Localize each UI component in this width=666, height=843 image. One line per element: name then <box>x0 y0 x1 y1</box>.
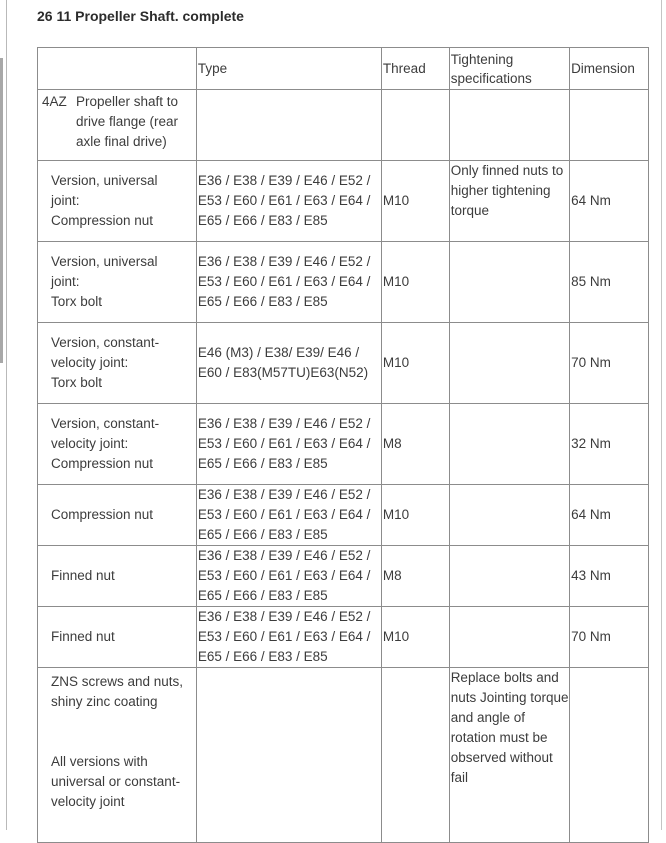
thread-cell: M10 <box>381 607 449 668</box>
torque-spec-table <box>37 47 649 843</box>
table-row <box>38 668 649 843</box>
dimension-cell: 64 Nm <box>570 485 649 546</box>
table-row <box>38 546 649 607</box>
table-row <box>38 485 649 546</box>
tightening-cell <box>449 546 569 607</box>
tightening-cell <box>449 404 569 485</box>
dimension-cell <box>570 668 649 843</box>
type-cell <box>196 668 381 843</box>
dimension-cell: 85 Nm <box>570 242 649 323</box>
table-row <box>38 242 649 323</box>
thread-cell: M8 <box>381 404 449 485</box>
type-cell: E36 / E38 / E39 / E46 / E52 / E53 / E60 / E61 / E63 / E64 / E65 / E66 / E83 / E85 <box>196 607 381 668</box>
thread-cell: M10 <box>381 323 449 404</box>
section-description: Propeller shaft to drive flange (rear axle final drive) <box>76 94 179 149</box>
part-cell: Version, universal joint: Compression nut <box>38 161 197 242</box>
thread-cell: M10 <box>381 242 449 323</box>
right-border-rule <box>661 0 662 830</box>
part-note-b: All versions with universal or constant-velocity joint <box>51 754 181 809</box>
tightening-cell <box>449 485 569 546</box>
type-cell: E36 / E38 / E39 / E46 / E52 / E53 / E60 / E61 / E63 / E64 / E65 / E66 / E83 / E85 <box>196 485 381 546</box>
table-row <box>38 607 649 668</box>
header-part <box>38 48 197 90</box>
part-cell: Version, universal joint: Torx bolt <box>38 242 197 323</box>
part-cell: Compression nut <box>38 485 197 546</box>
type-cell: E36 / E38 / E39 / E46 / E52 / E53 / E60 / E61 / E63 / E64 / E65 / E66 / E83 / E85 <box>196 161 381 242</box>
table-row <box>38 323 649 404</box>
thread-cell: M10 <box>381 485 449 546</box>
dimension-cell: 43 Nm <box>570 546 649 607</box>
header-thread: Thread <box>381 48 449 90</box>
tightening-cell <box>449 242 569 323</box>
type-cell: E36 / E38 / E39 / E46 / E52 / E53 / E60 / E61 / E63 / E64 / E65 / E66 / E83 / E85 <box>196 404 381 485</box>
tightening-cell <box>449 607 569 668</box>
part-note-a: ZNS screws and nuts, shiny zinc coating <box>51 674 184 709</box>
thread-cell: M10 <box>381 161 449 242</box>
scrollbar-thumb[interactable] <box>0 58 3 363</box>
section-cell <box>38 90 197 161</box>
header-type: Type <box>196 48 381 90</box>
thread-cell: M8 <box>381 546 449 607</box>
header-tightening: Tightening specifications <box>449 48 569 90</box>
part-cell: Finned nut <box>38 546 197 607</box>
part-cell <box>38 668 197 843</box>
table-row <box>38 161 649 242</box>
part-cell: Finned nut <box>38 607 197 668</box>
part-cell: Version, constant- velocity joint: Compression nut <box>38 404 197 485</box>
tightening-cell: Replace bolts and nuts Jointing torque and angle of rotation must be observed without fail <box>449 668 569 843</box>
type-cell: E36 / E38 / E39 / E46 / E52 / E53 / E60 / E61 / E63 / E64 / E65 / E66 / E83 / E85 <box>196 242 381 323</box>
table-section-row <box>38 90 649 161</box>
dimension-cell: 70 Nm <box>570 323 649 404</box>
type-cell: E46 (M3) / E38/ E39/ E46 / E60 / E83(M57TU)E63(N52) <box>196 323 381 404</box>
tightening-cell: Only finned nuts to higher tightening torque <box>449 161 569 242</box>
thread-cell <box>381 668 449 843</box>
section-code: 4AZ <box>42 94 67 109</box>
left-border-rule <box>6 0 7 830</box>
type-cell: E36 / E38 / E39 / E46 / E52 / E53 / E60 / E61 / E63 / E64 / E65 / E66 / E83 / E85 <box>196 546 381 607</box>
dimension-cell: 64 Nm <box>570 161 649 242</box>
dimension-cell: 32 Nm <box>570 404 649 485</box>
part-cell: Version, constant- velocity joint: Torx bolt <box>38 323 197 404</box>
header-dimension: Dimension <box>570 48 649 90</box>
dimension-cell: 70 Nm <box>570 607 649 668</box>
page-title: 26 11 Propeller Shaft. complete <box>37 8 244 24</box>
table-row <box>38 404 649 485</box>
tightening-cell <box>449 323 569 404</box>
table-header-row <box>38 48 649 90</box>
